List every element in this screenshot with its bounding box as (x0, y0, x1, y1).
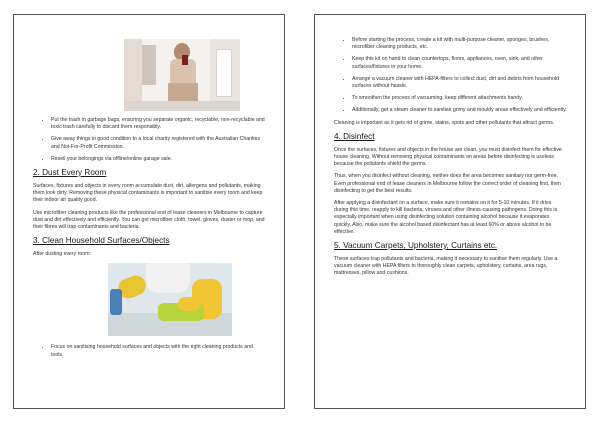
section-heading-clean-surfaces: 3. Clean Household Surfaces/Objects (33, 236, 170, 246)
right-top-bullet-list (334, 37, 567, 115)
section-heading-vacuum: 5. Vacuum Carpets, Upholstery, Curtains etc. (334, 241, 498, 251)
paragraph: These surfaces trap pollutants and bacteria, making it necessary to sanitise them regularly. Use a vacuum cleaner with HEPA filters to thoroughly clean carpets, upholstery, curtains, area rugs, mattresses, pillow and cushions. (334, 256, 558, 277)
photo-gloved-hand-wiping-surface (108, 263, 232, 336)
left-page-content (33, 39, 266, 364)
list-item: • Give away things in good condition to a local charity registered with the Australian Charities and Not-For-Profit Commission. (51, 136, 266, 150)
list-item: • Focus on sanitising household surfaces and objects with the right cleaning products and tools. (51, 344, 266, 358)
left-top-bullet-list (33, 117, 266, 163)
paragraph: Thus, when you disinfect without cleaning, neither does the area becomes sanitary nor germ-free. Even professional end of lease cleaners in Melbourne follow the correct order of cleaning first, then disinfecting to get the best results. (334, 173, 561, 194)
section-heading-disinfect: 4. Disinfect (334, 131, 375, 141)
left-bottom-bullet-list (33, 344, 266, 358)
list-item: • Keep this kit on hand to clean countertops, floors, appliances, oven, sink, and other surfaces/fixtures in your home. (352, 56, 567, 70)
list-item: • Before starting the process, create a kit with multi-purpose cleaner, sponges, brushes, microfiber cleaning products, etc. (352, 37, 567, 51)
list-item: • Arrange a vacuum cleaner with HEPA-filters to collect dust, dirt and debris from household surfaces without hassle. (352, 76, 567, 90)
photo-person-taking-out-trash (124, 39, 240, 111)
right-page-content (334, 37, 567, 283)
right-page (314, 14, 586, 409)
paragraph: After applying a disinfectant on a surface, make sure it remains on it for 5-10 minutes. If it dries during this time, reapply to kill bacteria, viruses and other illness-causing pathogens. Doing this is especially important when using disinfecting solution containing alcohol because it evaporates quickly. Also, make sure the alcohol based disinfectant has at least 60% or above alcohol to be effective. (334, 200, 558, 235)
paragraph: Surfaces, fixtures and objects in every room accumulate dust, dirt, allergens and pollutants, making them look dirty. Removing these physical contaminants is important to sanitise every room and keep their indoor air quality good. (33, 183, 263, 204)
paragraph: After dusting every room: (33, 251, 91, 258)
list-item: • To smoothen the process of vacuuming, keep different attachments handy. (352, 95, 567, 102)
paragraph: Once the surfaces, fixtures and objects in the house are clean, you must disinfect them for effective house cleaning. Without removing physical contaminants on areas before disinfecting is useless because the pollutants shield the germs. (334, 146, 562, 168)
left-page (13, 14, 285, 409)
paragraph: Cleaning is important as it gets rid of grime, stains, spots and other pollutants that attract germs. (334, 119, 555, 126)
paragraph: Use microfiber cleaning products like the professional end of lease cleaners in Melbourne to capture dust and dirt effectively and efficiently. You can get microfiber cloth, towel, gloves, duster or mop, and their fibres will trap contaminants and bacteria. (33, 209, 265, 231)
list-item: • Additionally, get a steam cleaner to sanitise grimy and mouldy areas effectively and efficiently. (352, 107, 567, 114)
list-item: • Resell your belongings via offline/online garage sale. (51, 156, 266, 163)
section-heading-dust-every-room: 2. Dust Every Room (33, 168, 107, 178)
list-item: • Put the trash in garbage bags, ensuring you separate organic, recyclable, non-recyclable and toxic trash carefully to discard them responsibly. (51, 117, 266, 131)
